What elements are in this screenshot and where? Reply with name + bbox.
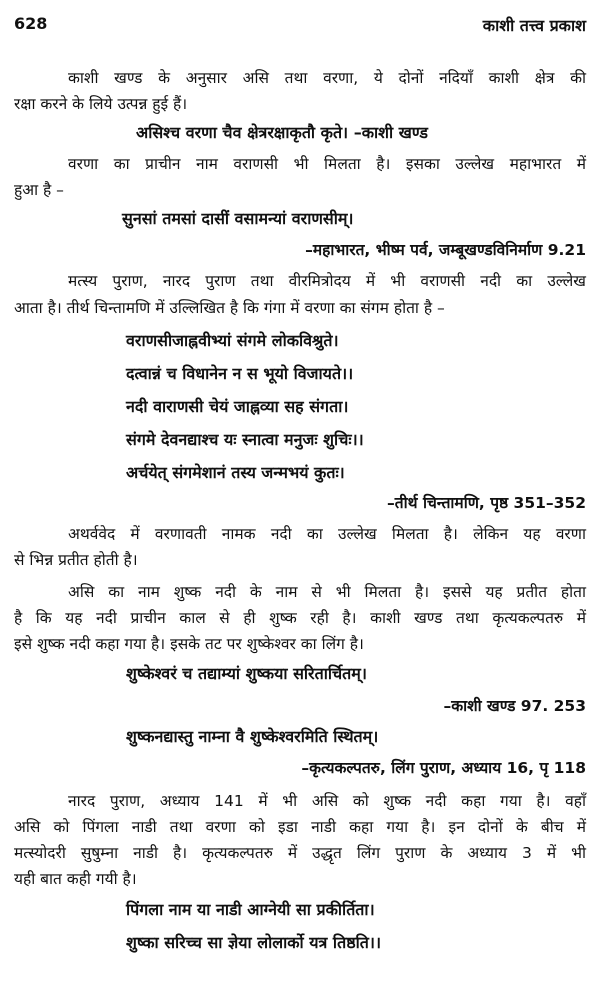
verse-line: पिंगला नाम या नाडी आग्नेयी सा प्रकीर्तिता। — [126, 900, 375, 919]
paragraph-line: वरणा का प्राचीन नाम वराणसी भी मिलता है। इसका उल्लेख महाभारत में — [68, 155, 586, 173]
paragraph-line: आता है। तीर्थ चिन्तामणि में उल्लिखित है कि गंगा में वरणा का संगम होता है – — [14, 299, 445, 317]
paragraph-line: मत्स्योदरी सुषुम्ना नाडी है। कृत्यकल्पतरु में उद्धृत लिंग पुराण के अध्याय 3 में भी — [14, 844, 586, 862]
source-citation: –काशी खण्ड 97. 253 — [443, 697, 586, 715]
source-citation: –महाभारत, भीष्म पर्व, जम्बूखण्डविनिर्माण 9.21 — [305, 241, 586, 259]
page-number: 628 — [14, 14, 48, 33]
running-title: काशी तत्त्व प्रकाश — [482, 16, 586, 35]
verse-line: शुष्का सरिच्च सा ज्ञेया लोलार्को यत्र तिष्ठति।। — [126, 933, 382, 952]
paragraph-line: से भिन्न प्रतीत होती है। — [14, 551, 138, 569]
paragraph-line: अथर्ववेद में वरणावती नामक नदी का उल्लेख मिलता है। लेकिन यह वरणा — [68, 525, 586, 543]
verse-line: वराणसीजाह्नवीभ्यां संगमे लोकविश्रुते। — [126, 331, 339, 350]
paragraph-line: है कि यह नदी प्राचीन काल से ही शुष्क रही है। काशी खण्ड तथा कृत्यकल्पतरु में — [14, 609, 586, 627]
paragraph-line: हुआ है – — [14, 181, 64, 199]
paragraph-line: इसे शुष्क नदी कहा गया है। इसके तट पर शुष्केश्वर का लिंग है। — [14, 635, 364, 653]
paragraph-line: असि का नाम शुष्क नदी के नाम से भी मिलता है। इससे यह प्रतीत होता — [68, 583, 586, 601]
verse-line: दत्वान्नं च विधानेन न स भूयो विजायते।। — [126, 364, 354, 383]
paragraph-line: नारद पुराण, अध्याय 141 में भी असि को शुष्क नदी कहा गया है। वहाँ — [68, 792, 586, 810]
page-header — [14, 14, 586, 38]
paragraph-line: यही बात कही गयी है। — [14, 870, 137, 888]
source-citation: –तीर्थ चिन्तामणि, पृष्ठ 351–352 — [387, 494, 586, 512]
verse-line: सुनसां तमसां दासीं वसामन्यां वराणसीम्। — [122, 209, 354, 228]
verse-line: शुष्कनद्यास्तु नाम्ना वै शुष्केश्वरमिति स्थितम्। — [126, 727, 379, 746]
verse-line: संगमे देवनद्याश्च यः स्नात्वा मनुजः शुचिः।। — [126, 430, 364, 449]
verse-line: शुष्केश्वरं च तद्याम्यां शुष्कया सरितार्चितम्। — [126, 664, 367, 683]
paragraph-line: रक्षा करने के लिये उत्पन्न हुई हैं। — [14, 95, 188, 113]
source-citation: –कृत्यकल्पतरु, लिंग पुराण, अध्याय 16, पृ 118 — [301, 759, 586, 777]
verse-line: अर्चयेत् संगमेशानं तस्य जन्मभयं कुतः। — [126, 463, 345, 482]
paragraph-line: मत्स्य पुराण, नारद पुराण तथा वीरमित्रोदय में भी वराणसी नदी का उल्लेख — [68, 272, 586, 290]
verse-line: नदी वाराणसी चेयं जाह्नव्या सह संगता। — [126, 397, 349, 416]
paragraph-line: असि को पिंगला नाडी तथा वरणा को इडा नाडी कहा गया है। इन दोनों के बीच में — [14, 818, 586, 836]
paragraph-line: काशी खण्ड के अनुसार असि तथा वरणा, ये दोनों नदियाँ काशी क्षेत्र की — [68, 69, 586, 87]
verse-line: असिश्च वरणा चैव क्षेत्ररक्षाकृतौ कृते। –काशी खण्ड — [136, 123, 428, 142]
